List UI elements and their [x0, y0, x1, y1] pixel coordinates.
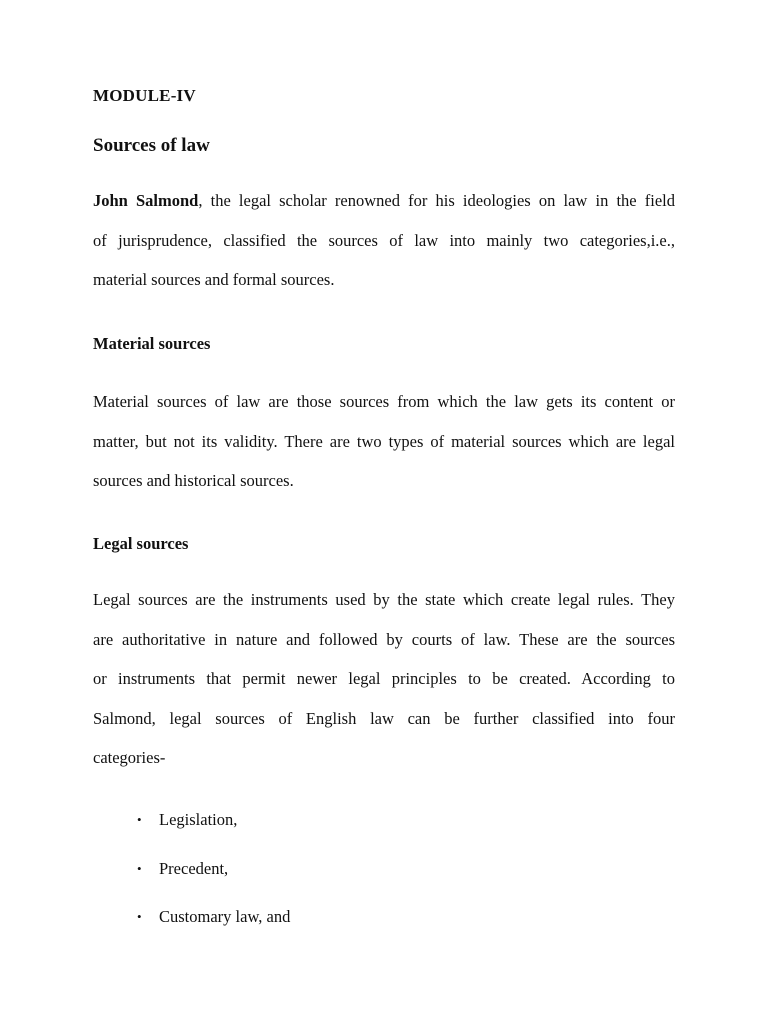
section-heading-material: Material sources [93, 334, 211, 353]
module-label: MODULE-IV [93, 86, 196, 105]
list-item-text: Legislation, [159, 810, 238, 829]
legal-paragraph [93, 580, 675, 778]
page-title: Sources of law [93, 135, 210, 156]
material-line-1: Material sources of law are those sources from which the law gets its content or [93, 392, 675, 411]
intro-line-1-text: , the legal scholar renowned for his ideologies on law in the field [198, 191, 675, 210]
intro-line-1 [93, 181, 675, 221]
intro-line-2: of jurisprudence, classified the sources of law into mainly two categories,i.e., [93, 230, 675, 250]
material-line-2: matter, but not its validity. There are two types of material sources which are legal [93, 431, 675, 451]
list-item-text: Customary law, and [159, 907, 291, 926]
intro-line-3: material sources and formal sources. [93, 270, 335, 289]
bullet-icon: • [137, 812, 142, 827]
list-item [93, 849, 593, 898]
intro-paragraph [93, 181, 675, 300]
author-name: John Salmond [93, 191, 199, 210]
legal-line-1: Legal sources are the instruments used by the state which create legal rules. They [93, 590, 675, 609]
section-heading-legal: Legal sources [93, 534, 189, 553]
material-line-3: sources and historical sources. [93, 471, 294, 490]
legal-line-5: categories- [93, 748, 166, 767]
list-item [93, 897, 593, 946]
legal-sources-list [93, 800, 593, 946]
legal-line-3: or instruments that permit newer legal principles to be created. According to [93, 669, 675, 688]
material-paragraph [93, 382, 675, 501]
list-item-text: Precedent, [159, 858, 229, 878]
list-item [93, 800, 593, 849]
bullet-icon: • [137, 909, 142, 924]
legal-line-2: are authoritative in nature and followed by courts of law. These are the sources [93, 629, 675, 649]
bullet-icon: • [137, 860, 142, 876]
legal-line-4: Salmond, legal sources of English law can be further classified into four [93, 708, 675, 728]
